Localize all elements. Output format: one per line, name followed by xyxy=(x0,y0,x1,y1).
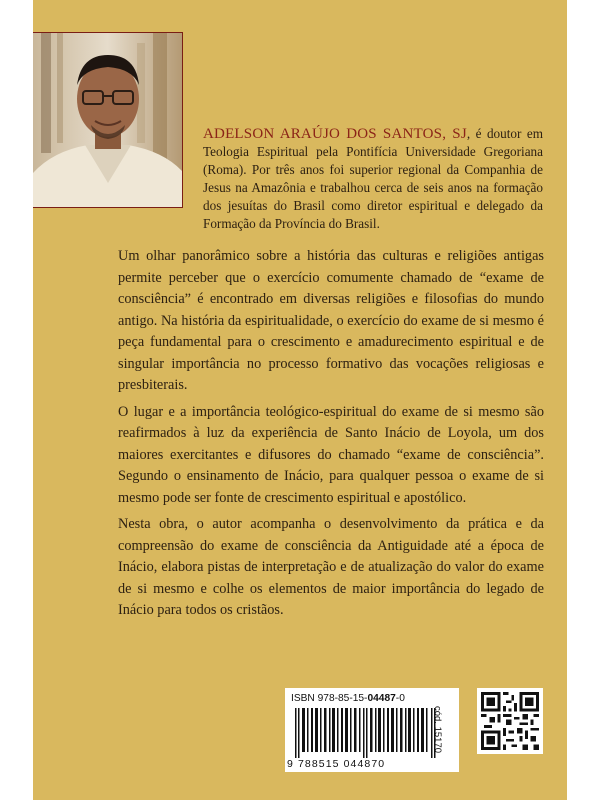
qr-code xyxy=(477,688,543,754)
author-name: ADELSON ARAÚJO DOS SANTOS xyxy=(203,126,443,142)
synopsis-paragraph: Um olhar panorâmico sobre a história das culturas e religiões antigas permite perceber que o exercício comumente chamado de “exame de consciência” é encontrado em diversas religiões e filosofias do mundo antigo. Na história da espiritualidade, o exercício do exame de si mesmo é peça fundamental para o crescimento e amadurecimento espiritual e de singular importância no processo formativo das vocações religiosas e presbiterais. xyxy=(118,248,544,393)
isbn-label: ISBN 978-85-15-04487-0 xyxy=(291,693,405,704)
back-cover xyxy=(33,0,567,800)
synopsis-paragraph: O lugar e a importância teológico-espiritual do exame de si mesmo são reafirmados à luz da experiência de Santo Inácio de Loyola, um dos maiores exercitantes e difusores do chamado “exame de consciência”. Segundo o ensinamento de Inácio, para qualquer pessoa o exame de si mesmo pode ser fonte de crescimento espiritual e apostólico. xyxy=(118,403,544,506)
synopsis xyxy=(118,246,544,627)
author-bio-text: , é doutor em Teologia Espiritual pela Pontifícia Universidade Gregoriana (Roma). Por três anos foi superior regional da Companhia de Jesus na Amazônia e trabalhou cerca de seis anos na formação dos jesuítas do Brasil como diretor espiritual e delegado da Formação da Província do Brasil. xyxy=(203,126,543,232)
author-portrait-image xyxy=(33,33,182,207)
barcode-bars xyxy=(295,708,437,758)
synopsis-paragraph: Nesta obra, o autor acompanha o desenvolvimento da prática e da compreensão do exame de consciência da Antiguidade até a época de Inácio, elabora pistas de interpretação e de atualização do valor do exame de si mesmo e colhe os elementos de maior importância do legado de Inácio para todos os cristãos. xyxy=(118,516,544,618)
author-suffix: , SJ xyxy=(442,126,467,142)
barcode-digits: 9 788515 044870 xyxy=(287,758,386,770)
author-photo xyxy=(33,32,183,208)
product-code: cód. 15170 xyxy=(432,705,444,754)
qr-code-pattern xyxy=(481,692,539,750)
author-bio xyxy=(203,125,543,234)
isbn-barcode xyxy=(285,688,459,772)
